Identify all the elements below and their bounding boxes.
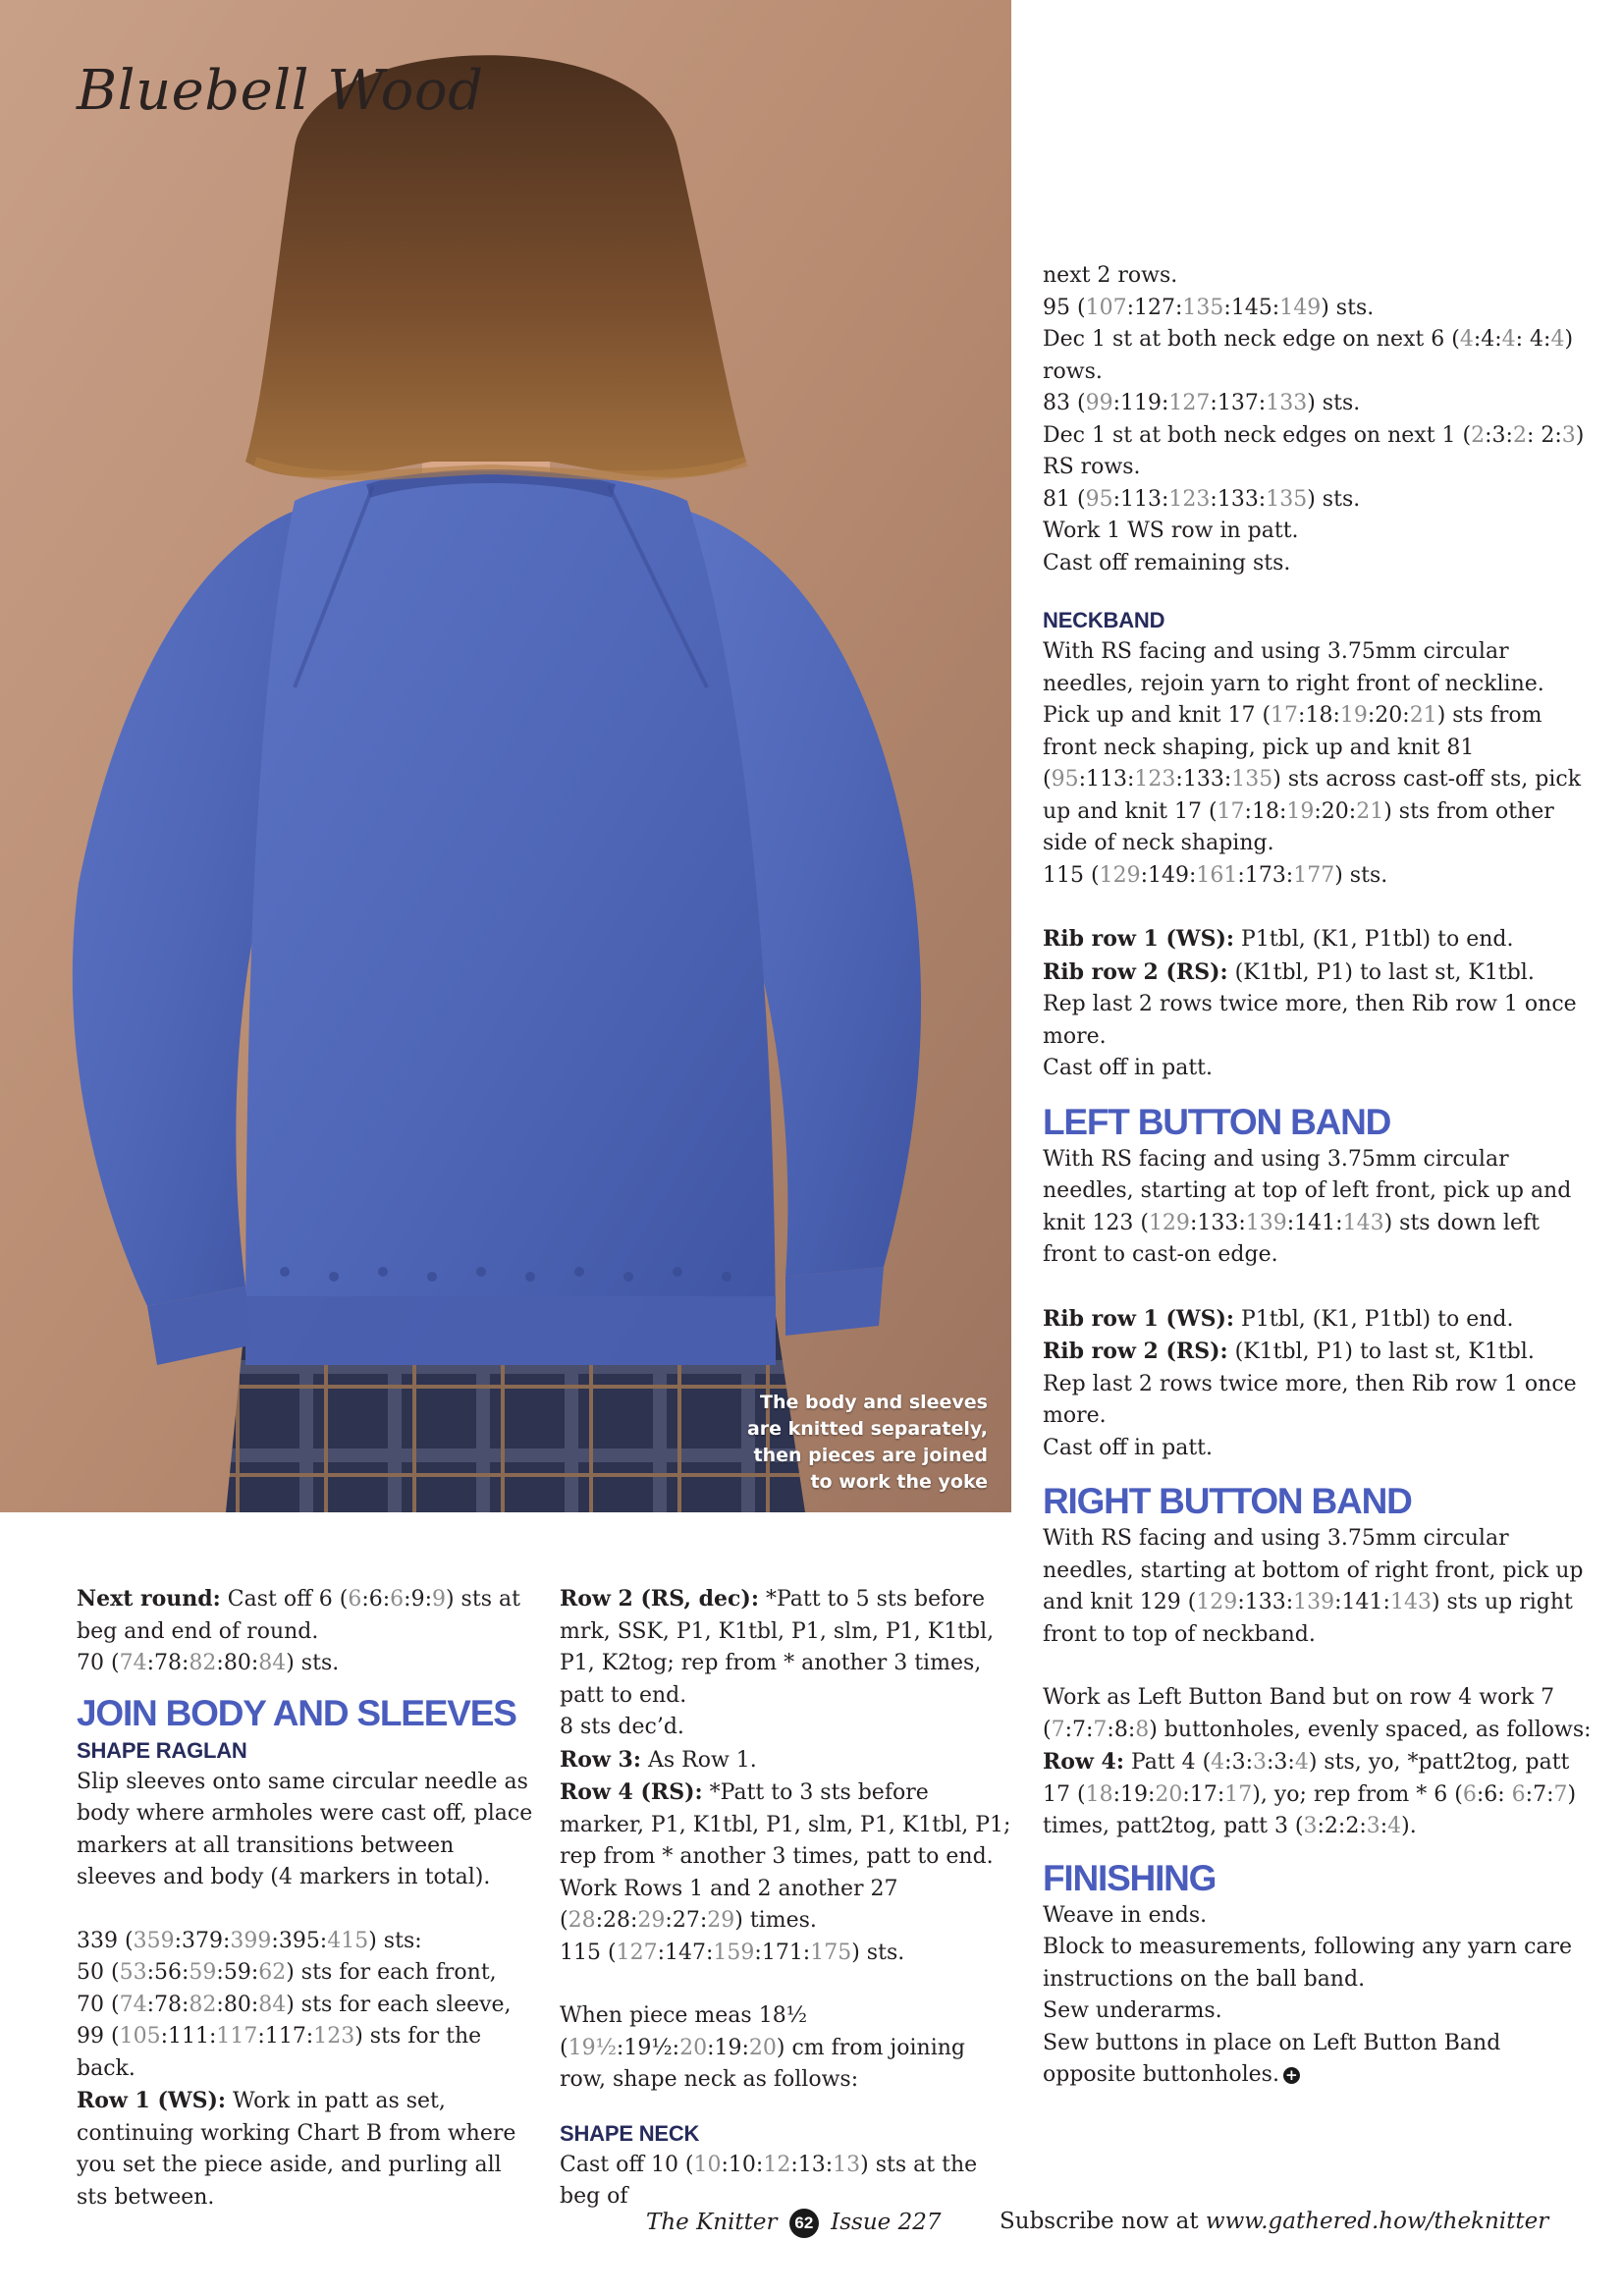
pick-up-instruction: Pick up and knit 17 (17:18:19:20:21) sts from front neck shaping, pick up and knit 81 (95:113:123:133:135) sts across cast-off sts, pick up and knit 17 (17:18:19:20:21) sts from other side of neck shaping. [1043,703,1582,855]
right-band-instruction: With RS facing and using 3.75mm circular needles, starting at bottom of right front, pick up and knit 129 (129:133:139:141:143) sts up right front to top of neckband. [1043,1526,1584,1647]
rib-row-2: Rib row 2 (RS): (K1tbl, P1) to last st, K1tbl. [1043,958,1535,985]
issue-number: Issue 227 [831,2210,942,2235]
column-right [1043,260,1593,2092]
end-of-pattern-icon: + [1283,2067,1300,2084]
finishing-step: Sew underarms. [1043,1998,1222,2023]
row-4-buttonholes: Row 4: Patt 4 (4:3:3:3:4) sts, yo, *patt2tog, patt 17 (18:19:20:17:17), yo; rep from * 6 (6:6: 6:7:7) times, patt2tog, patt 3 (3:2:2:3:4). [1043,1749,1577,1838]
page-number: 62 [789,2209,819,2238]
caption-line: are knitted separately, [746,1418,988,1440]
finishing-step: Weave in ends. [1043,1902,1208,1928]
next-rows-text: next 2 rows. [1043,263,1178,288]
repeat-rows: Rep last 2 rows twice more, then Rib row 1 once more. [1043,992,1577,1049]
stitch-count: 81 (95:113:123:133:135) sts. [1043,486,1361,512]
decrease-instruction: Dec 1 st at both neck edge on next 6 (4:4:4: 4:4) rows. [1043,327,1574,384]
stitch-count: 83 (99:119:127:137:133) sts. [1043,391,1361,415]
subscribe-text: Subscribe now at [1000,2209,1199,2234]
slip-sleeves-instruction: Slip sleeves onto same circular needle as body where armholes were cast off, place markers at all transitions between sleeves and body (4 markers in total). [77,1769,533,1889]
subscribe-link[interactable]: www.gathered.how/theknitter [1205,2209,1549,2234]
buttonhole-instruction: Work as Left Button Band but on row 4 work 7 (7:7:7:8:8) buttonholes, evenly spaced, as follows: [1043,1685,1592,1742]
next-round-instruction: Next round: Cast off 6 (6:6:6:9:9) sts at beg and end of round. [77,1586,520,1644]
repeat-rows: Rep last 2 rows twice more, then Rib row 1 once more. [1043,1371,1577,1428]
caption-line: The body and sleeves [760,1392,988,1413]
stitch-count: 95 (107:127:135:145:149) sts. [1043,295,1375,320]
right-button-band-heading: RIGHT BUTTON BAND [1043,1481,1412,1521]
neckband-instruction: With RS facing and using 3.75mm circular needles, rejoin yarn to right front of neckline. [1043,639,1544,696]
row-3-instruction: Row 3: As Row 1. [560,1746,757,1773]
stitch-count: 115 (127:147:159:171:175) sts. [560,1940,905,1965]
sweater-illustration [0,0,1011,1512]
row-1-instruction: Row 1 (WS): Work in patt as set, continuing working Chart B from where you set the piece aside, and purling all sts between. [77,2088,516,2210]
decrease-note: 8 sts dec’d. [560,1715,684,1739]
rib-row-2: Rib row 2 (RS): (K1tbl, P1) to last st, K1tbl. [1043,1339,1535,1364]
column-left [77,1583,538,2214]
rib-row-1: Rib row 1 (WS): P1tbl, (K1, P1tbl) to end. [1043,1305,1514,1332]
column-middle [560,1583,1011,2214]
hero-photo [0,0,1011,1512]
magazine-name: The Knitter [646,2210,778,2235]
caption-line: then pieces are joined [753,1445,988,1466]
shape-raglan-heading: SHAPE RAGLAN [77,1737,247,1763]
neckband-heading: NECKBAND [1043,608,1165,632]
finishing-step: Sew buttons in place on Left Button Band opposite buttonholes. + [1043,2030,1501,2087]
rib-row-1: Rib row 1 (WS): P1tbl, (K1, P1tbl) to end. [1043,926,1514,952]
finishing-heading: FINISHING [1043,1857,1217,1898]
repeat-instruction: Work Rows 1 and 2 another 27 (28:28:29:27:29) times. [560,1876,898,1933]
stitch-count: 115 (129:149:161:173:177) sts. [1043,862,1388,888]
caption-line: to work the yoke [810,1471,988,1493]
cast-off-patt: Cast off in patt. [1043,1056,1214,1080]
join-body-sleeves-heading: JOIN BODY AND SLEEVES [77,1692,516,1733]
left-button-band-heading: LEFT BUTTON BAND [1043,1101,1391,1142]
shape-neck-heading: SHAPE NECK [560,2120,700,2146]
stitch-count: 50 (53:56:59:59:62) sts for each front, [77,1960,497,1985]
cast-off-instruction: Cast off 10 (10:10:12:13:13) sts at the beg of [560,2152,978,2209]
measure-instruction: When piece meas 18½ (19½:19½:20:19:20) cm from joining row, shape neck as follows: [560,2003,965,2092]
decrease-instruction: Dec 1 st at both neck edges on next 1 (2:3:2: 2:3) RS rows. [1043,422,1585,479]
pattern-title: Bluebell Wood [77,59,484,123]
stitch-count: 339 (359:379:399:395:415) sts: [77,1928,422,1953]
row-4-instruction: Row 4 (RS): *Patt to 3 sts before marker, P1, K1tbl, P1, slm, P1, K1tbl, P1; rep from * another 3 times, patt to end. [560,1779,1011,1869]
footer-issue [646,2209,941,2238]
footer-subscribe [1000,2209,1548,2234]
row-2-instruction: Row 2 (RS, dec): *Patt to 5 sts before mrk, SSK, P1, K1tbl, P1, slm, P1, K1tbl, P1, K2tog; rep from * another 3 times, patt to end. [560,1586,995,1708]
stitch-count: 70 (74:78:82:80:84) sts for each sleeve, [77,1992,512,2017]
left-band-instruction: With RS facing and using 3.75mm circular needles, starting at top of left front, pick up and knit 123 (129:133:139:141:143) sts down left front to cast-on edge. [1043,1146,1572,1267]
stitch-count: 99 (105:111:117:117:123) sts for the back. [77,2024,482,2081]
photo-caption [693,1390,988,1496]
cast-off-patt: Cast off in patt. [1043,1435,1214,1460]
cast-off-remaining: Cast off remaining sts. [1043,550,1291,575]
work-ws-row: Work 1 WS row in patt. [1043,519,1299,543]
finishing-step: Block to measurements, following any yarn care instructions on the ball band. [1043,1935,1573,1992]
stitch-count: 70 (74:78:82:80:84) sts. [77,1651,340,1675]
